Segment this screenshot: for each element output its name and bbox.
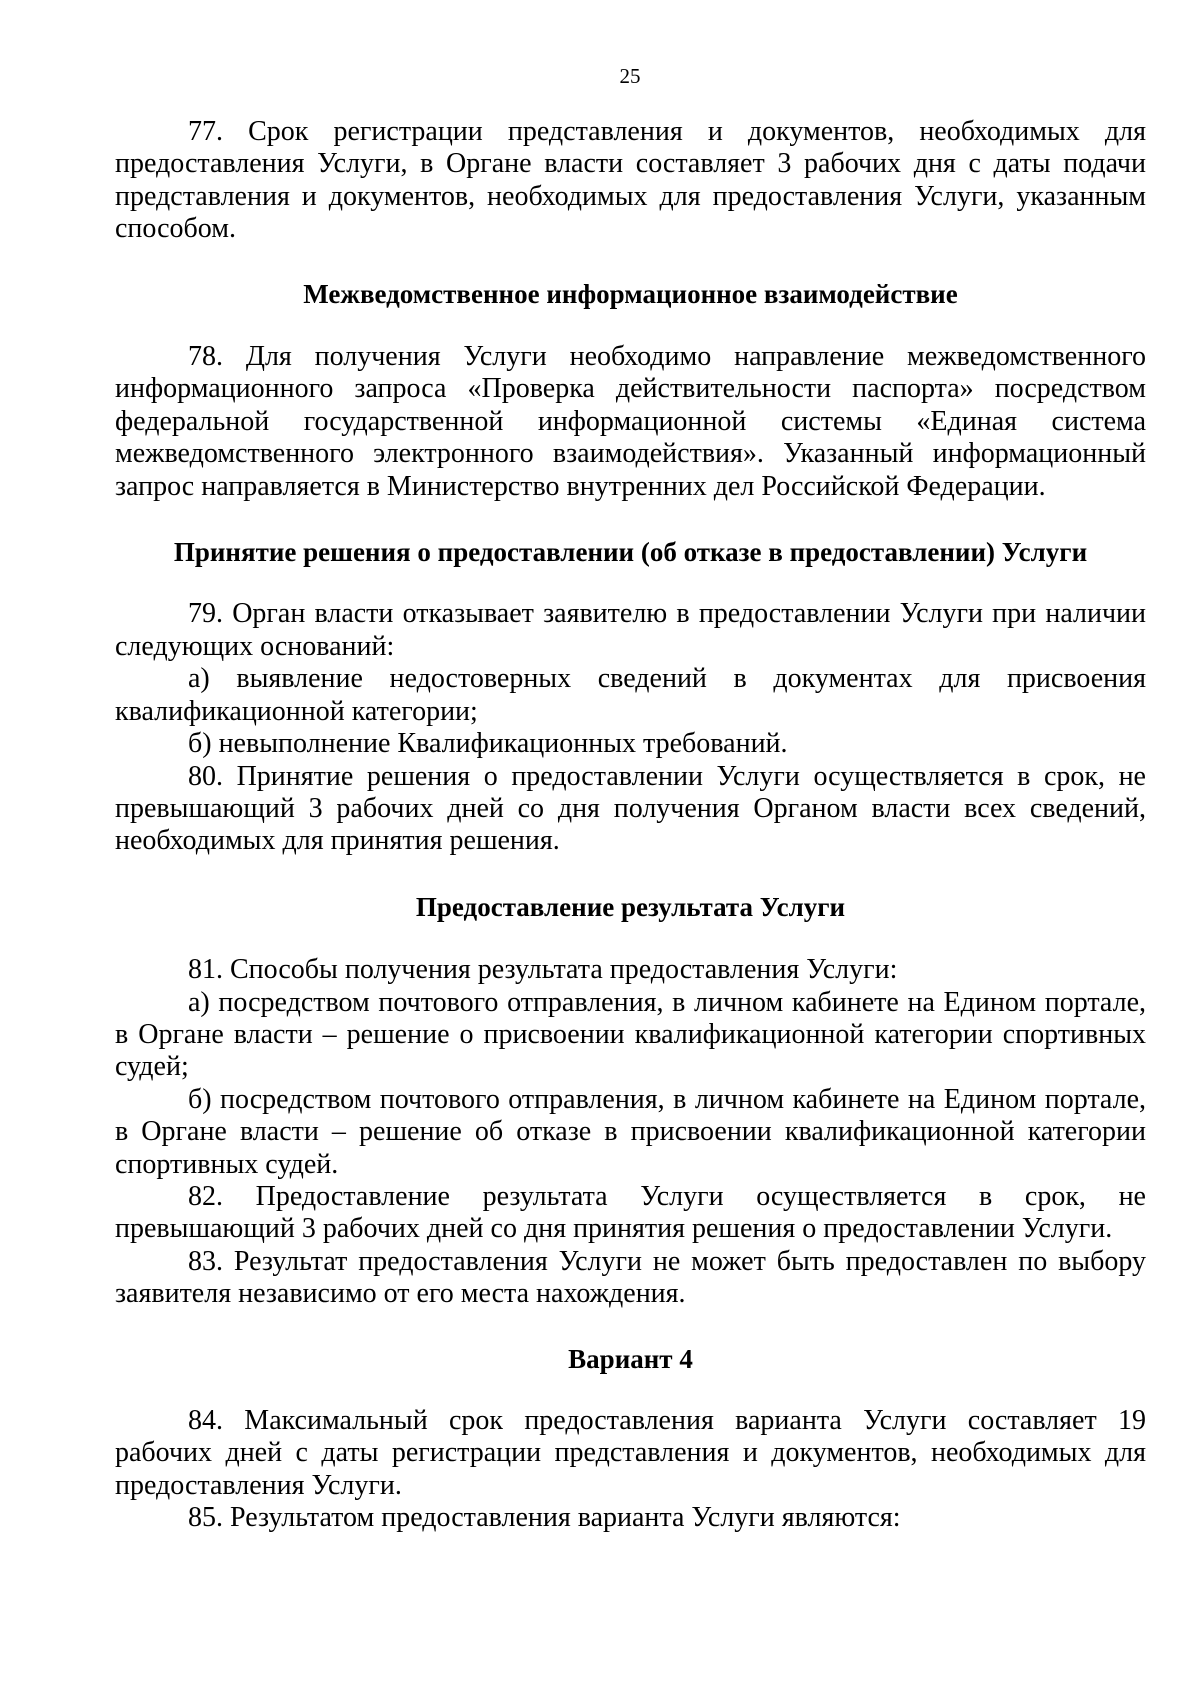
paragraph-84: 84. Максимальный срок предоставления варианта Услуги составляет 19 рабочих дней с даты регистрации представления и документов, необходимых для предоставления Услуги.	[115, 1405, 1146, 1501]
paragraph-81: 81. Способы получения результата предоставления Услуги:	[188, 954, 898, 986]
paragraph-78: 78. Для получения Услуги необходимо направление межведомственного информационного запроса «Проверка действительности паспорта» посредством федеральной государственной информационной системы «Единая система межведомственного электронного взаимодействия». Указанный информационный запрос направляется в Министерство внутренних дел Российской Федерации.	[115, 341, 1146, 502]
paragraph-81-b: б) посредством почтового отправления, в личном кабинете на Едином портале, в Органе власти – решение об отказе в присвоении квалификационной категории спортивных судей.	[115, 1083, 1146, 1180]
document-body	[115, 116, 1146, 1535]
paragraph-79: 79. Орган власти отказывает заявителю в предоставлении Услуги при наличии следующих оснований:	[115, 598, 1146, 662]
paragraph-81-a: а) посредством почтового отправления, в личном кабинете на Едином портале, в Органе власти – решение о присвоении квалификационной категории спортивных судей;	[115, 986, 1146, 1083]
paragraph-77: 77. Срок регистрации представления и документов, необходимых для предоставления Услуги, в Органе власти составляет 3 рабочих дня с даты подачи представления и документов, необходимых для предоставления Услуги, указанным способом.	[115, 116, 1146, 245]
paragraph-79-b: б) невыполнение Квалификационных требований.	[188, 728, 788, 760]
paragraph-79-a: а) выявление недостоверных сведений в документах для присвоения квалификационной категории;	[115, 663, 1146, 727]
heading-decision: Принятие решения о предоставлении (об отказе в предоставлении) Услуги	[173, 537, 1088, 568]
paragraph-82: 82. Предоставление результата Услуги осуществляется в срок, не превышающий 3 рабочих дней со дня принятия решения о предоставлении Услуги.	[115, 1180, 1146, 1245]
heading-result-provision: Предоставление результата Услуги	[415, 891, 846, 922]
paragraph-85: 85. Результатом предоставления варианта Услуги являются:	[188, 1502, 901, 1534]
heading-variant-4: Вариант 4	[568, 1343, 693, 1374]
paragraph-80: 80. Принятие решения о предоставлении Услуги осуществляется в срок, не превышающий 3 рабочих дней со дня получения Органом власти всех сведений, необходимых для принятия решения.	[115, 760, 1146, 857]
page-number: 25	[619, 64, 641, 88]
heading-interagency-interaction: Межведомственное информационное взаимодействие	[303, 278, 958, 309]
paragraph-83: 83. Результат предоставления Услуги не может быть предоставлен по выбору заявителя независимо от его места нахождения.	[115, 1245, 1146, 1310]
